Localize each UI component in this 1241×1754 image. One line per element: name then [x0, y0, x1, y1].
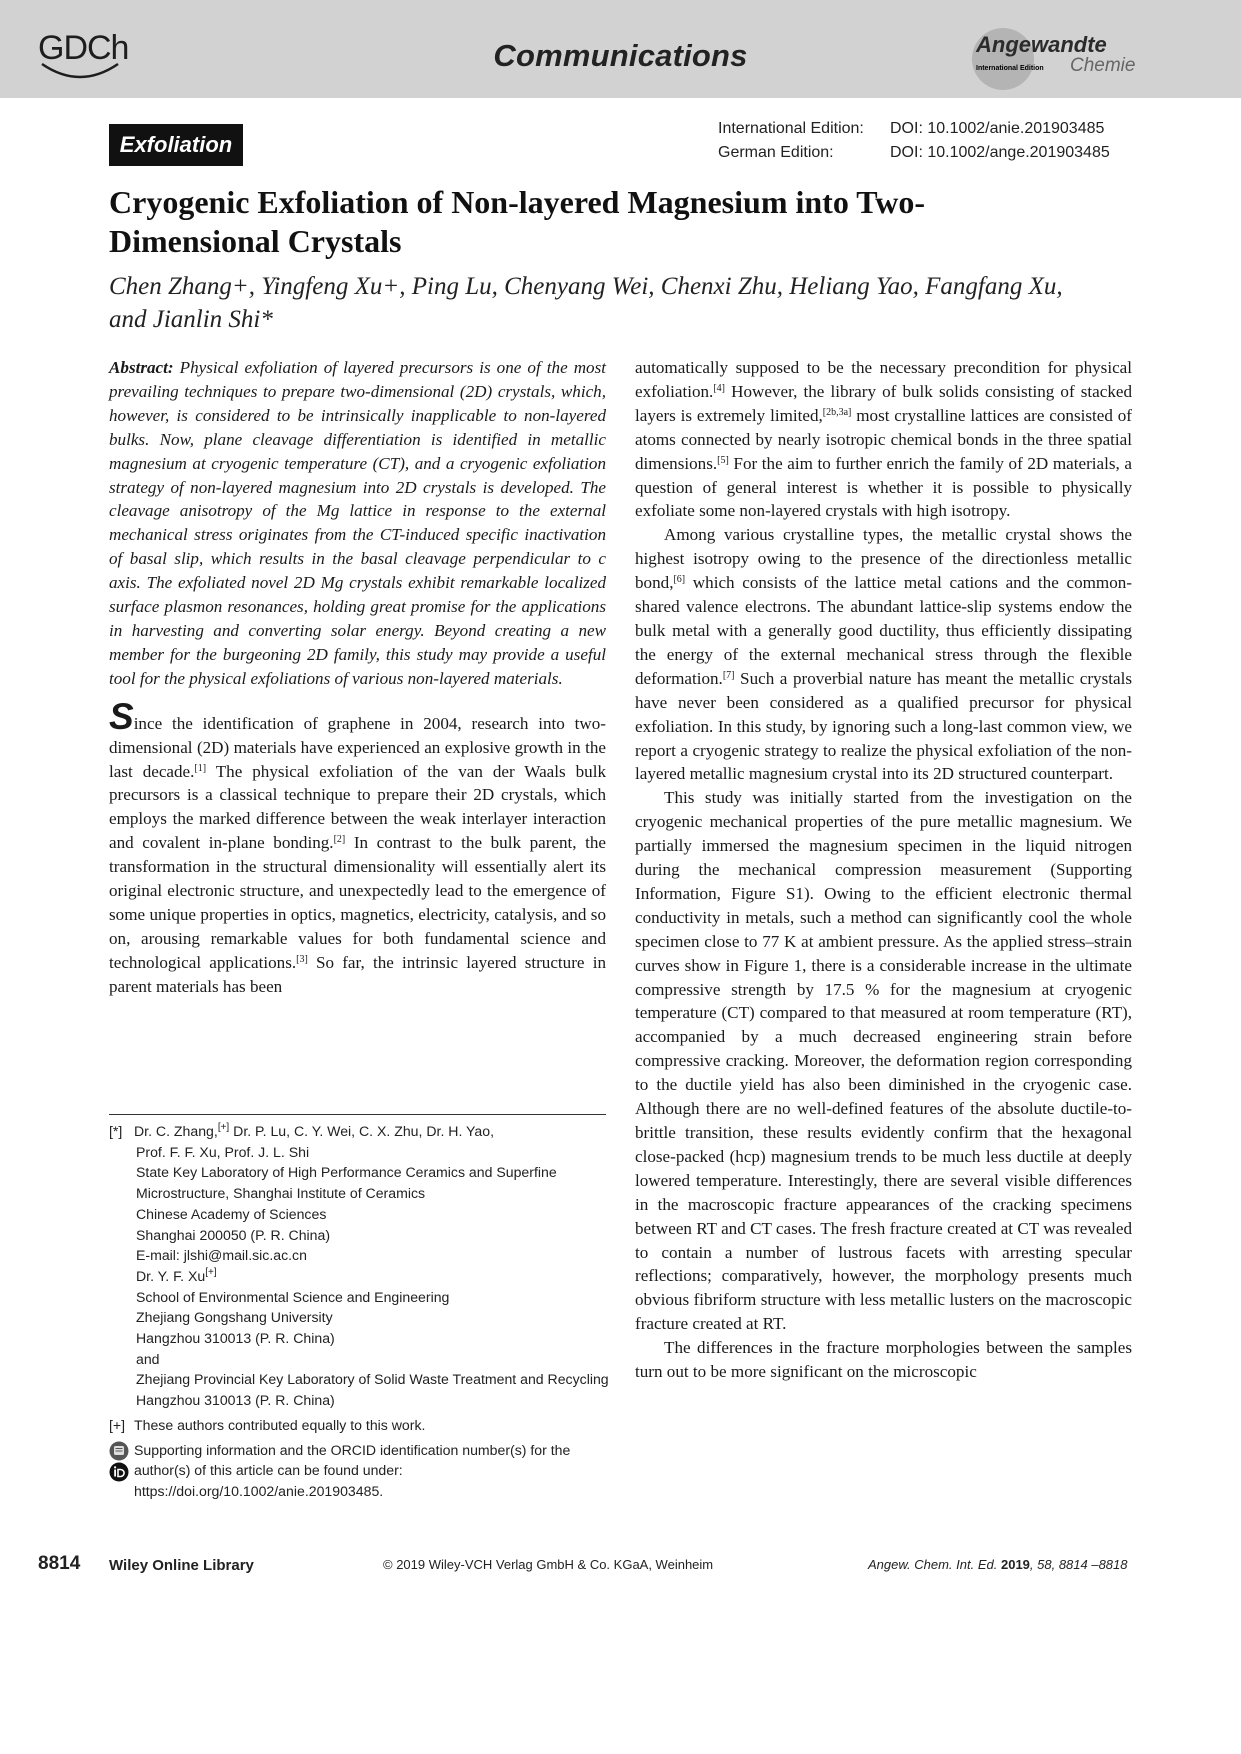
intro-paragraph [109, 695, 606, 999]
footnote-mark: [*] [109, 1123, 123, 1139]
reference-3[interactable]: [3] [296, 953, 308, 965]
article-category: Exfoliation [109, 124, 243, 166]
edition-international [718, 120, 1104, 138]
abstract-text: Physical exfoliation of layered precursors is one of the most prevailing techniques to prepare two-dimensional (2D) crystals, which, however, is considered to be intrinsically inapplicable to non-layered bulks. Now, plane cleavage differentiation is identified in metallic magnesium at cryogenic temperature (CT), and a cryogenic exfoliation strategy of non-layered magnesium into 2D crystals is developed. The cleavage anisotropy of the Mg lattice in response to the external mechanical stress originates from the CT-induced specific inactivation of basal slip, which results in the basal cleavage perpendicular to c axis. The exfoliated novel 2D Mg crystals exhibit remarkable localized surface plasmon resonances, holding great promise for the applications in harvesting and converting solar energy. Beyond creating a new member for the burgeoning 2D family, this study may provide a useful tool for the physical exfoliations of various non-layered materials. [109, 358, 606, 688]
intro-text: ince the identification of graphene in 2004, research into two-dimensional (2D) materials have experienced an explosive growth in the last decade. [109, 713, 606, 781]
reference-2b-3a[interactable]: [2b,3a] [822, 406, 852, 418]
article-title [109, 183, 1009, 261]
body-paragraph-3: This study was initially started from the investigation on the cryogenic mechanical properties of the pure metallic magnesium. We partially immersed the magnesium specimen in the liquid nitrogen during the mechanical compression measurement (Supporting Information, Figure S1). Owing to the efficient electronic thermal conductivity in metals, such a method can significantly cool the whole specimen close to 77 K at ambient pressure. As the applied stress–strain curves show in Figure 1, there is a considerable increase in the ultimate compressive strength by 17.5 % for the magnesium at cryogenic temperature (CT) compared to that measured at room temperature (RT), accompanied by a much decreased engineering strain before compressive cracking. Moreover, the deformation region corresponding to the ductile yield has also been diminished in the cryogenic case. Although there are no well-defined features of the absolute ductile-to-brittle transition, these results evidently confirm that the hexagonal close-packed (hcp) magnesium trends to be much less ductile at deeply lowered temperature. Interestingly, there are several visible differences in the macroscopic fracture appearances of the cracking specimens between RT and CT cases. The fresh fracture created at CT was revealed to contain a number of lustrous facets with arresting specular reflections; comparatively, however, the morphology presents much obvious fibriform structure with less metallic lusters on the macroscopic fracture created at RT. [635, 788, 1132, 1334]
author-email[interactable]: E-mail: jlshi@mail.sic.ac.cn [136, 1247, 307, 1264]
page-number: 8814 [38, 1553, 81, 1574]
footnote-divider [109, 1114, 606, 1115]
wiley-online-library-label[interactable]: Wiley Online Library [109, 1557, 254, 1574]
supporting-info-url[interactable]: https://doi.org/10.1002/anie.201903485. [134, 1482, 384, 1499]
citation-journal: Angew. Chem. Int. Ed. [868, 1557, 998, 1572]
equal-contribution-mark: [+] [205, 1266, 217, 1278]
footnote-line [134, 1121, 614, 1142]
footnote-line: and [136, 1350, 160, 1367]
journal-citation [868, 1557, 1128, 1572]
author-name: Dr. Y. F. Xu [136, 1267, 206, 1284]
left-column [109, 356, 606, 999]
footnote-line: Zhejiang Provincial Key Laboratory of Solid Waste Treatment and Recycling [136, 1371, 609, 1388]
reference-2[interactable]: [2] [333, 834, 346, 846]
angewandte-logo-chemie: Chemie [1070, 55, 1136, 76]
body-text: Such a proverbial nature has meant the metallic crystals have never been considered as a qualified precursor for physical exfoliation. In this study, by ignoring such a long-last common view, we report a cryogenic strategy to realize the physical exfoliation of the non-layered metallic magnesium crystal into its 2D structured counterpart. [635, 668, 1132, 784]
edition-doi[interactable]: DOI: 10.1002/anie.201903485 [890, 120, 1105, 137]
author-name: Dr. C. Zhang, [134, 1123, 218, 1139]
abstract [109, 356, 606, 691]
footnote-line: Shanghai 200050 (P. R. China) [136, 1226, 331, 1243]
footnote-line: Prof. F. F. Xu, Prof. J. L. Shi [136, 1143, 310, 1160]
body-text: which consists of the lattice metal cations and the common-shared valence electrons. The abundant lattice-slip systems endow the bulk metal with a generally good ductility, thus efficiently dissipating the energy of the external mechanical stress through the flexible deformation. [635, 573, 1132, 688]
drop-cap: S [109, 695, 134, 737]
body-paragraph-1 [635, 356, 1132, 523]
footnote-line: Hangzhou 310013 (P. R. China) [136, 1330, 335, 1347]
supporting-info-text: Supporting information and the ORCID identification number(s) for the author(s) of this article can be found under: [134, 1441, 571, 1479]
reference-1[interactable]: [1] [194, 762, 207, 774]
intro-text: So far, the intrinsic layered structure in parent materials has been [109, 952, 606, 996]
footnotes [109, 1121, 614, 1502]
supporting-info-icon [109, 1441, 129, 1461]
article-title-line-2: Dimensional Crystals [109, 223, 402, 259]
intro-text: In contrast to the bulk parent, the transformation in the structural dimensionality will essentially alert its original electronic structure, and unexpectedly lead to the emergence of some unique properties in optics, magnetics, electricity, catalysis, and so on, arousing remarkable values for both fundamental science and technological applications. [109, 833, 606, 972]
author-list-line-1: Chen Zhang+, Yingfeng Xu+, Ping Lu, Chenyang Wei, Chenxi Zhu, Heliang Yao, Fangfang Xu, [109, 273, 1063, 300]
gdch-logo-text: GDCh [38, 29, 129, 67]
edition-german [718, 144, 1110, 162]
footnote-line: School of Environmental Science and Engineering [136, 1288, 450, 1305]
footnote-line: Zhejiang Gongshang University [136, 1309, 333, 1326]
edition-label: International Edition: [718, 120, 864, 137]
edition-label: German Edition: [718, 144, 834, 161]
reference-7[interactable]: [7] [722, 669, 735, 681]
author-list [109, 270, 1139, 336]
section-title: Communications [493, 38, 748, 73]
footnote-supporting-info [109, 1440, 614, 1502]
angewandte-logo-edition: International Edition [976, 65, 1044, 72]
footnote-line: State Key Laboratory of High Performance Ceramics and Superfine Microstructure, Shanghai Institute of Ceramics [136, 1164, 557, 1202]
reference-4[interactable]: [4] [713, 382, 725, 394]
body-text: most crystalline lattices are consisted of atoms connected by nearly isotropic chemical bonds in the three spatial dimensions. [635, 405, 1132, 473]
footnote-text: These authors contributed equally to this work. [134, 1416, 426, 1433]
body-text: However, the library of bulk solids consisting of stacked layers is extremely limited, [635, 381, 1132, 425]
body-paragraph-4: The differences in the fracture morphologies between the samples turn out to be more significant on the microscopic [635, 1338, 1132, 1382]
copyright-notice: © 2019 Wiley-VCH Verlag GmbH & Co. KGaA, Weinheim [383, 1557, 714, 1572]
reference-6[interactable]: [6] [673, 574, 686, 586]
footnote-line: Chinese Academy of Sciences [136, 1205, 327, 1222]
footnote-mark: [+] [109, 1416, 126, 1433]
equal-contribution-mark: [+] [217, 1122, 230, 1133]
body-paragraph-2 [635, 523, 1132, 786]
footnote-line: Hangzhou 310013 (P. R. China) [136, 1392, 335, 1409]
edition-doi[interactable]: DOI: 10.1002/ange.201903485 [890, 144, 1110, 161]
angewandte-logo-name: Angewandte [976, 32, 1107, 57]
footnote-equal-contribution [109, 1415, 614, 1436]
article-title-line-1: Cryogenic Exfoliation of Non-layered Magnesium into Two- [109, 184, 925, 220]
citation-volume-pages: , 58, 8814 –8818 [1029, 1557, 1128, 1572]
angewandte-logo [970, 22, 1140, 82]
right-column [635, 356, 1132, 1384]
author-list-line-2: and Jianlin Shi* [109, 306, 273, 333]
body-text: automatically supposed to be the necessary precondition for physical exfoliation. [635, 358, 1132, 401]
orcid-icon [109, 1462, 129, 1482]
citation-year: 2019 [1000, 1557, 1030, 1572]
body-text: Among various crystalline types, the metallic crystal shows the highest isotropy owing to the presence of the directionless metallic bond, [635, 525, 1132, 593]
author-names: Dr. P. Lu, C. Y. Wei, C. X. Zhu, Dr. H. Yao, [229, 1123, 494, 1139]
footnote-line [136, 1266, 614, 1287]
footnote-affiliations [109, 1121, 614, 1411]
intro-text: The physical exfoliation of the van der Waals bulk precursors is a classical technique to prepare their 2D crystals, which employs the marked difference between the weak interlayer interaction and covalent in-plane bonding. [109, 761, 606, 853]
reference-5[interactable]: [5] [717, 454, 729, 466]
body-text: For the aim to further enrich the family of 2D materials, a question of general interest is whether it is possible to physically exfoliate some non-layered crystals with high isotropy. [635, 453, 1132, 521]
abstract-label: Abstract: [109, 358, 174, 377]
